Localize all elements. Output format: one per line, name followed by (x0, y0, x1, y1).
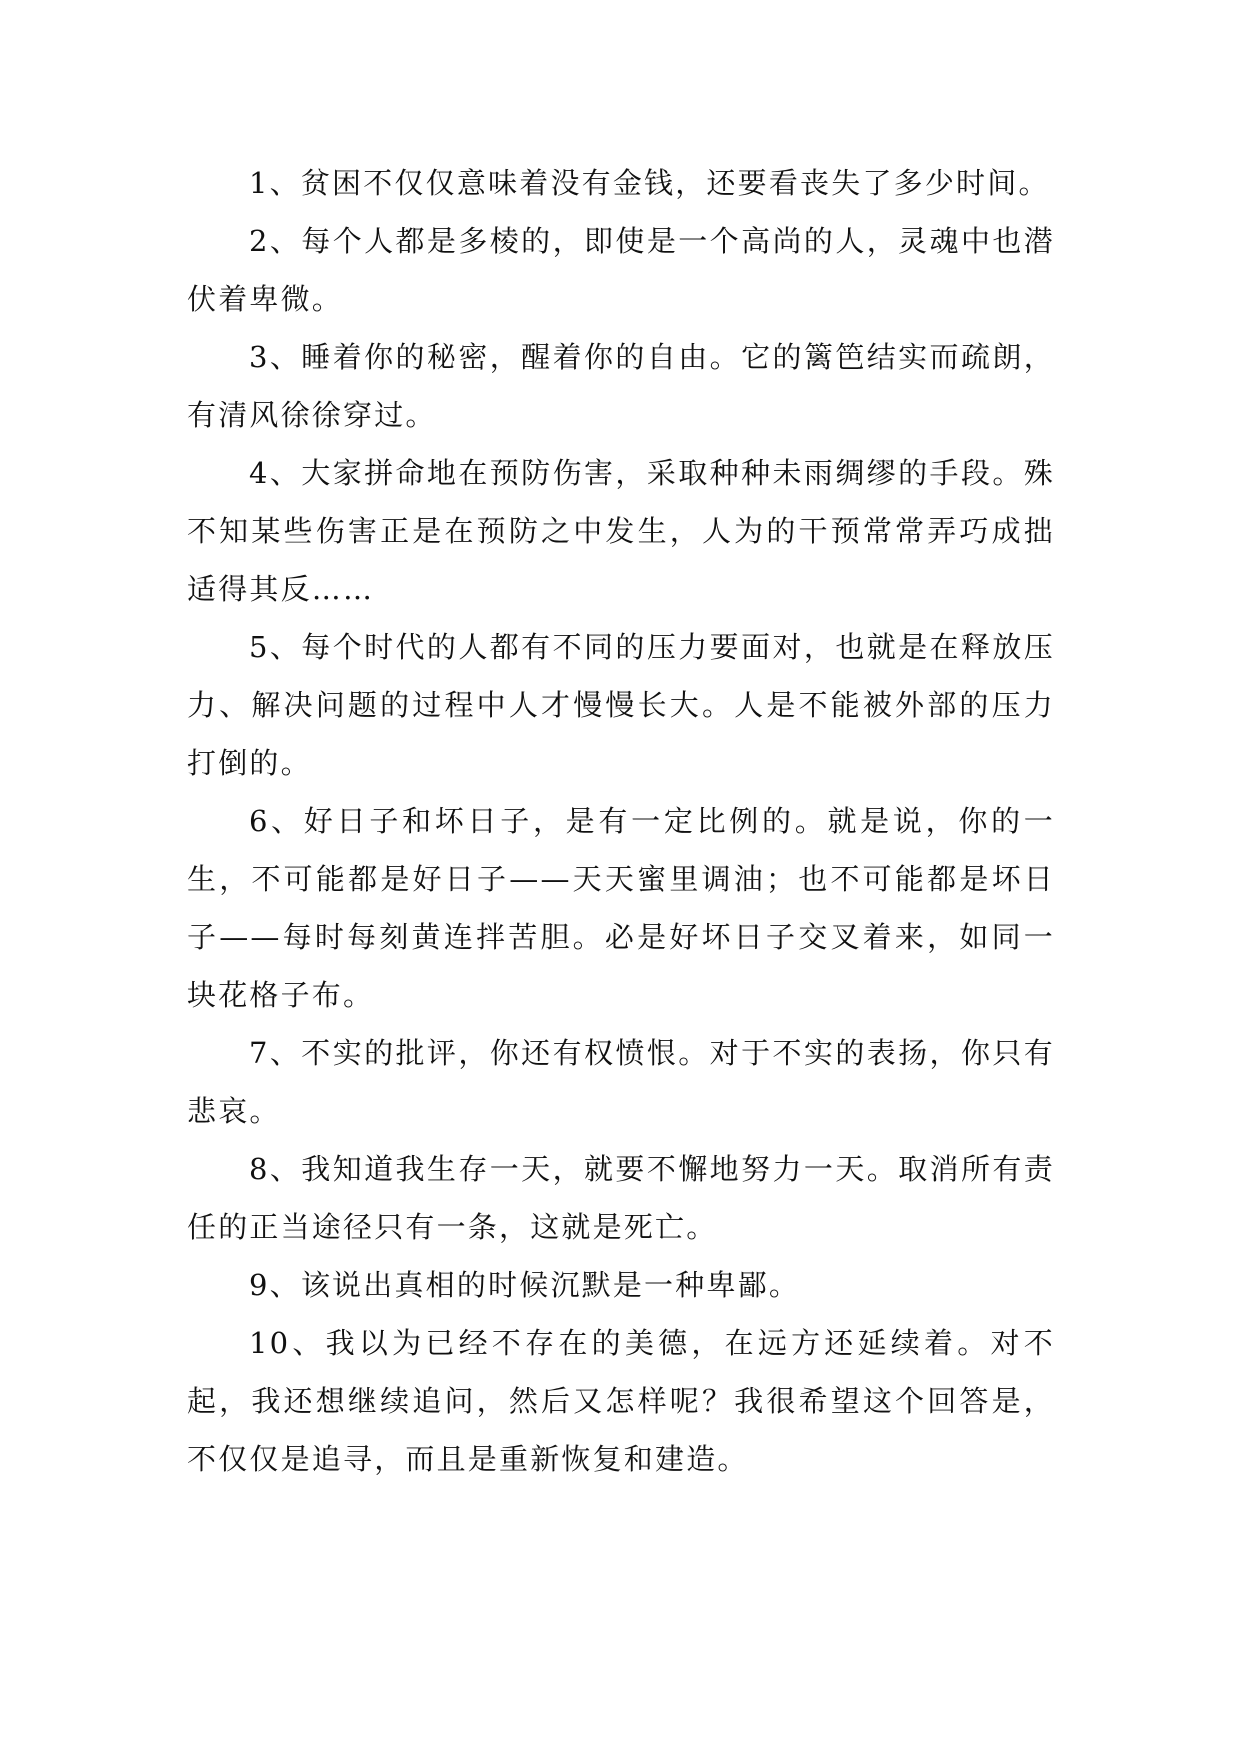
quote-paragraph-3: 3、睡着你的秘密，醒着你的自由。它的篱笆结实而疏朗，有清风徐徐穿过。 (187, 340, 1055, 432)
quote-paragraph-9: 9、该说出真相的时候沉默是一种卑鄙。 (249, 1268, 801, 1302)
quote-paragraph-2: 2、每个人都是多棱的，即使是一个高尚的人，灵魂中也潜伏着卑微。 (187, 224, 1055, 316)
quote-paragraph-7: 7、不实的批评，你还有权愤恨。对于不实的表扬，你只有悲哀。 (187, 1036, 1055, 1128)
quote-paragraph-10: 10、我以为已经不存在的美德，在远方还延续着。对不起，我还想继续追问，然后又怎样呢？我很希望这个回答是，不仅仅是追寻，而且是重新恢复和建造。 (187, 1326, 1055, 1476)
document-body (187, 154, 1055, 1488)
quote-paragraph-1: 1、贫困不仅仅意味着没有金钱，还要看丧失了多少时间。 (249, 166, 1050, 200)
quote-paragraph-8: 8、我知道我生存一天，就要不懈地努力一天。取消所有责任的正当途径只有一条，这就是死亡。 (187, 1152, 1055, 1244)
quote-paragraph-6: 6、好日子和坏日子，是有一定比例的。就是说，你的一生，不可能都是好日子——天天蜜里调油；也不可能都是坏日子——每时每刻黄连拌苦胆。必是好坏日子交叉着来，如同一块花格子布。 (187, 804, 1055, 1012)
quote-paragraph-4: 4、大家拼命地在预防伤害，采取种种未雨绸缪的手段。殊不知某些伤害正是在预防之中发生，人为的干预常常弄巧成拙适得其反…… (187, 456, 1055, 606)
quote-paragraph-5: 5、每个时代的人都有不同的压力要面对，也就是在释放压力、解决问题的过程中人才慢慢长大。人是不能被外部的压力打倒的。 (187, 630, 1055, 780)
